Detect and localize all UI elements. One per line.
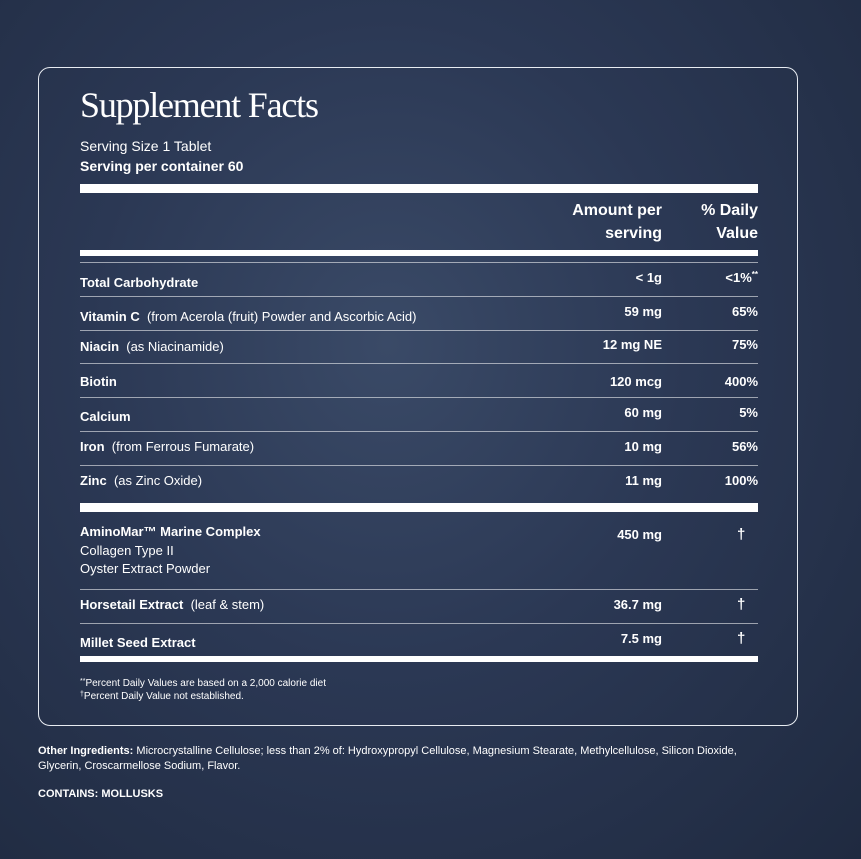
serving-size: Serving Size 1 Tablet bbox=[80, 138, 212, 154]
thick-divider-top bbox=[80, 184, 758, 193]
row-divider bbox=[80, 431, 758, 432]
blend-amount: 36.7 mg bbox=[613, 597, 662, 612]
nutrient-daily-value: 400% bbox=[724, 374, 758, 389]
blend-amount: 450 mg bbox=[617, 527, 662, 542]
nutrient-row-biotin: Biotin bbox=[80, 374, 117, 389]
nutrient-daily-value: 75% bbox=[731, 337, 758, 352]
nutrient-daily-value: 65% bbox=[731, 304, 758, 319]
nutrient-row-vitamin-c: Vitamin C (from Acerola (fruit) Powder and Ascorbic Acid) bbox=[80, 309, 417, 324]
blend-sub-ingredient: Collagen Type II bbox=[80, 543, 174, 558]
nutrient-daily-value: <1%** bbox=[725, 270, 758, 285]
row-divider bbox=[80, 589, 758, 590]
amount-column-header: Amount per serving bbox=[572, 202, 662, 242]
nutrient-daily-value: 56% bbox=[731, 439, 758, 454]
row-divider bbox=[80, 465, 758, 466]
nutrient-row-zinc: Zinc (as Zinc Oxide) bbox=[80, 473, 203, 488]
nutrient-row-iron: Iron (from Ferrous Fumarate) bbox=[80, 439, 255, 454]
blend-sub-ingredient: Oyster Extract Powder bbox=[80, 561, 211, 576]
other-ingredients: Other Ingredients: Microcrystalline Cellulose; less than 2% of: Hydroxypropyl Cellulose, Magnesium Stearate, Methylcellulose, Silicon Dioxide, Glycerin, Croscarmellose Sodium, Flavor. bbox=[38, 745, 737, 772]
row-divider bbox=[80, 296, 758, 297]
dagger-mark: † bbox=[737, 526, 746, 543]
nutrient-amount: < 1g bbox=[635, 270, 662, 285]
blend-row-horsetail: Horsetail Extract (leaf & stem) bbox=[80, 597, 265, 612]
footnote-not-established: †Percent Daily Value not established. bbox=[80, 691, 244, 702]
row-divider bbox=[80, 623, 758, 624]
nutrient-amount: 11 mg bbox=[625, 473, 662, 488]
thick-divider-blends bbox=[80, 503, 758, 512]
thick-divider-bottom bbox=[80, 656, 758, 662]
dagger-mark: † bbox=[737, 630, 746, 647]
daily-value-column-header: % Daily Value bbox=[701, 202, 758, 242]
nutrient-amount: 59 mg bbox=[624, 304, 662, 319]
nutrient-amount: 12 mg NE bbox=[602, 337, 662, 352]
nutrient-amount: 10 mg bbox=[624, 439, 662, 454]
blend-row-millet: Millet Seed Extract bbox=[80, 635, 196, 650]
nutrient-row-calcium: Calcium bbox=[80, 409, 131, 424]
thick-divider-header bbox=[80, 250, 758, 256]
row-divider bbox=[80, 330, 758, 331]
dagger-mark: † bbox=[737, 596, 746, 613]
nutrient-row-niacin: Niacin (as Niacinamide) bbox=[80, 339, 224, 354]
servings-per-container: Serving per container 60 bbox=[80, 158, 244, 174]
row-divider bbox=[80, 363, 758, 364]
nutrient-amount: 120 mcg bbox=[609, 374, 662, 389]
row-divider bbox=[80, 262, 758, 263]
blend-row-aminomar: AminoMar™ Marine Complex bbox=[80, 524, 261, 539]
page-title: Supplement Facts bbox=[80, 85, 318, 125]
blend-amount: 7.5 mg bbox=[620, 631, 662, 646]
nutrient-row-total-carbohydrate: Total Carbohydrate bbox=[80, 275, 199, 290]
nutrient-daily-value: 100% bbox=[724, 473, 758, 488]
nutrient-daily-value: 5% bbox=[739, 405, 758, 420]
nutrient-amount: 60 mg bbox=[624, 405, 662, 420]
allergen-contains: CONTAINS: MOLLUSKS bbox=[38, 788, 164, 800]
footnote-daily-values: **Percent Daily Values are based on a 2,000 calorie diet bbox=[80, 678, 326, 689]
row-divider bbox=[80, 397, 758, 398]
